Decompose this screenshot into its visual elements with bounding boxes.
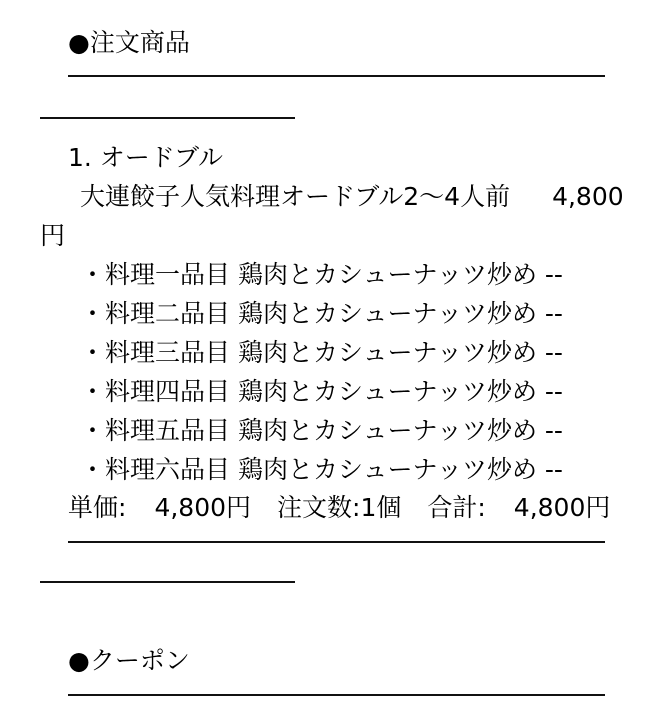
divider-line	[68, 541, 605, 543]
unit-price-label: 単価:	[68, 493, 127, 522]
divider-line	[68, 75, 605, 77]
divider-line-wrap	[40, 581, 295, 583]
divider-line	[68, 694, 605, 696]
dish-item-5: ・料理五品目 鶏肉とカシューナッツ炒め --	[80, 416, 563, 445]
product-name-line	[80, 180, 624, 214]
dish-item-1: ・料理一品目 鶏肉とカシューナッツ炒め --	[80, 260, 563, 289]
dish-item-4: ・料理四品目 鶏肉とカシューナッツ炒め --	[80, 377, 563, 406]
item-number-label: 1. オードブル	[68, 143, 224, 172]
product-price: 4,800	[552, 182, 624, 211]
total-value: 4,800円	[513, 493, 611, 522]
quantity-label: 注文数:1個	[277, 493, 402, 522]
product-price-unit: 円	[40, 221, 66, 250]
coupon-section-heading: ●クーポン	[68, 646, 190, 675]
dish-item-6: ・料理六品目 鶏肉とカシューナッツ炒め --	[80, 455, 563, 484]
unit-price-value: 4,800円	[154, 493, 252, 522]
order-summary	[68, 491, 610, 525]
order-section-heading: ●注文商品	[68, 28, 190, 57]
dish-item-3: ・料理三品目 鶏肉とカシューナッツ炒め --	[80, 338, 563, 367]
dish-item-2: ・料理二品目 鶏肉とカシューナッツ炒め --	[80, 299, 563, 328]
product-name: 大連餃子人気料理オードブル2〜4人前	[80, 182, 511, 211]
total-label: 合計:	[427, 493, 486, 522]
divider-line-wrap	[40, 117, 295, 119]
